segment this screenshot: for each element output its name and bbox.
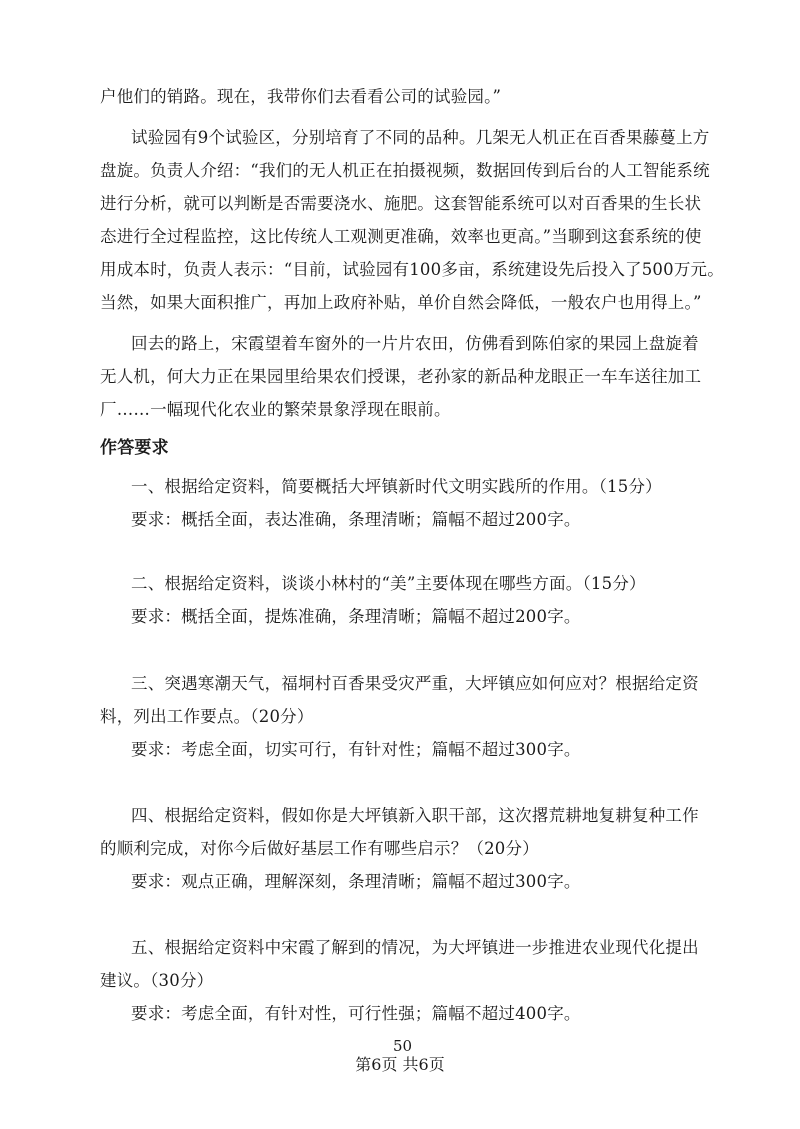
question-line: 的顺利完成，对你今后做好基层工作有哪些启示？（20分）	[100, 839, 539, 858]
paragraph-line: 进行分析，就可以判断是否需要浇水、施肥。这套智能系统可以对百香果的生长状	[100, 194, 702, 213]
page-number: 50	[393, 1037, 413, 1055]
question-requirement: 要求：观点正确，理解深刻，条理清晰；篇幅不超过300字。	[131, 872, 581, 891]
question-line: 二、根据给定资料，谈谈小林村的“美”主要体现在哪些方面。（15分）	[131, 574, 646, 593]
question-line: 一、根据给定资料，简要概括大坪镇新时代文明实践所的作用。（15分）	[131, 477, 662, 496]
section-heading: 作答要求	[100, 438, 169, 458]
paragraph-line: 厂……一幅现代化农业的繁荣景象浮现在眼前。	[100, 400, 451, 419]
paragraph-line: 态进行全过程监控，这比传统人工观测更准确，效率也更高。”当聊到这套系统的使	[100, 227, 702, 246]
question-line: 建议。（30分）	[100, 971, 214, 990]
paragraph-line: 当然，如果大面积推广，再加上政府补贴，单价自然会降低，一般农户也用得上。”	[100, 293, 702, 312]
question-line: 五、根据给定资料中宋霞了解到的情况，为大坪镇进一步推进农业现代化提出	[131, 938, 699, 957]
question-requirement: 要求：考虑全面，有针对性，可行性强；篇幅不超过400字。	[131, 1004, 581, 1023]
question-line: 四、根据给定资料，假如你是大坪镇新入职干部，这次撂荒耕地复耕复种工作	[131, 806, 699, 825]
paragraph-line: 回去的路上，宋霞望着车窗外的一片片农田，仿佛看到陈伯家的果园上盘旋着	[131, 334, 699, 353]
paragraph-line: 户他们的销路。现在，我带你们去看看公司的试验园。”	[100, 87, 502, 106]
question-line: 三、突遇寒潮天气，福垌村百香果受灾严重，大坪镇应如何应对？根据给定资	[131, 674, 699, 693]
page-footer: 第6页 共6页	[355, 1055, 445, 1074]
question-requirement: 要求：考虑全面，切实可行，有针对性；篇幅不超过300字。	[131, 740, 581, 759]
paragraph-line: 用成本时，负责人表示：“目前，试验园有100多亩，系统建设先后投入了500万元。	[100, 260, 724, 279]
question-requirement: 要求：概括全面，表达准确，条理清晰；篇幅不超过200字。	[131, 510, 581, 529]
paragraph-line: 试验园有9个试验区，分别培育了不同的品种。几架无人机正在百香果藤蔓上方	[131, 128, 710, 147]
paragraph-line: 盘旋。负责人介绍：“我们的无人机正在拍摄视频，数据回传到后台的人工智能系统	[100, 161, 710, 180]
question-requirement: 要求：概括全面，提炼准确，条理清晰；篇幅不超过200字。	[131, 607, 581, 626]
paragraph-line: 无人机，何大力正在果园里给果农们授课，老孙家的新品种龙眼正一车车送往加工	[100, 367, 702, 386]
question-line: 料，列出工作要点。（20分）	[100, 707, 314, 726]
